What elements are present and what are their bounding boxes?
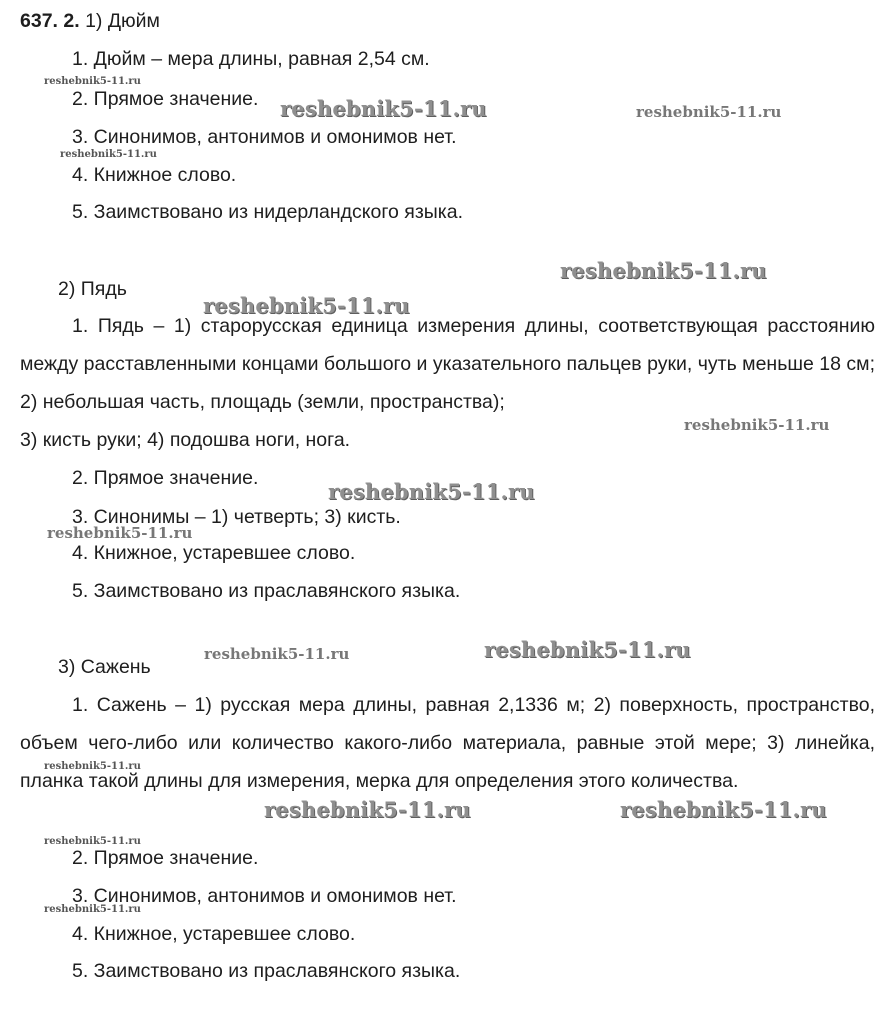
watermark: reshebnik5-11.ru [44, 836, 141, 847]
sazhen-item-2: 2. Прямое значение. [72, 847, 259, 869]
exercise-heading [20, 9, 160, 33]
watermark: reshebnik5-11.ru [328, 479, 535, 504]
watermark: reshebnik5-11.ru [560, 258, 767, 283]
inch-item-5: 5. Заимствовано из нидерландского языка. [72, 201, 463, 223]
inch-item-1: 1. Дюйм – мера длины, равная 2,54 см. [72, 48, 430, 70]
watermark: reshebnik5-11.ru [620, 797, 827, 822]
watermark: reshebnik5-11.ru [684, 416, 830, 434]
sazhen-item-3: 3. Синонимов, антонимов и омонимов нет. [72, 885, 457, 907]
watermark: reshebnik5-11.ru [47, 524, 193, 542]
watermark: reshebnik5-11.ru [280, 96, 487, 121]
span-definition-end: 3) кисть руки; 4) подошва ноги, нога. [20, 429, 351, 451]
span-item-5: 5. Заимствовано из праславянского языка. [72, 580, 461, 602]
section-title-sazhen: 3) Сажень [58, 656, 151, 678]
watermark: reshebnik5-11.ru [636, 103, 782, 121]
inch-item-3: 3. Синонимов, антонимов и омонимов нет. [72, 126, 457, 148]
span-item-2: 2. Прямое значение. [72, 467, 259, 489]
watermark: reshebnik5-11.ru [204, 645, 350, 663]
span-item-4: 4. Книжное, устаревшее слово. [72, 542, 356, 564]
span-item-3: 3. Синонимы – 1) четверть; 3) кисть. [72, 506, 401, 528]
exercise-number: 637. 2. [20, 10, 80, 32]
section-title-inch: 1) Дюйм [85, 10, 160, 32]
sazhen-item-4: 4. Книжное, устаревшее слово. [72, 923, 356, 945]
span-definition: 1. Пядь – 1) старорусская единица измерения длины, соответствующая расстоянию между расставленными концами большого и указательного пальцев руки, чуть меньше 18 см; 2) небольшая часть, площадь (земли, пространства); [20, 315, 875, 413]
watermark: reshebnik5-11.ru [60, 149, 157, 160]
watermark: reshebnik5-11.ru [44, 76, 141, 87]
watermark: reshebnik5-11.ru [484, 637, 691, 662]
watermark: reshebnik5-11.ru [264, 797, 471, 822]
watermark: reshebnik5-11.ru [203, 293, 410, 318]
section-title-span: 2) Пядь [58, 278, 127, 300]
inch-item-4: 4. Книжное слово. [72, 164, 237, 186]
watermark: reshebnik5-11.ru [44, 904, 141, 915]
sazhen-definition: 1. Сажень – 1) русская мера длины, равная 2,1336 м; 2) поверхность, пространство, объем чего-либо или количество какого-либо материала, равные этой мере; 3) линейка, планка такой длины для измерения, мерка для определения этого количества. [20, 694, 875, 792]
inch-item-2: 2. Прямое значение. [72, 88, 259, 110]
sazhen-item-5: 5. Заимствовано из праславянского языка. [72, 960, 461, 982]
watermark: reshebnik5-11.ru [44, 761, 141, 772]
